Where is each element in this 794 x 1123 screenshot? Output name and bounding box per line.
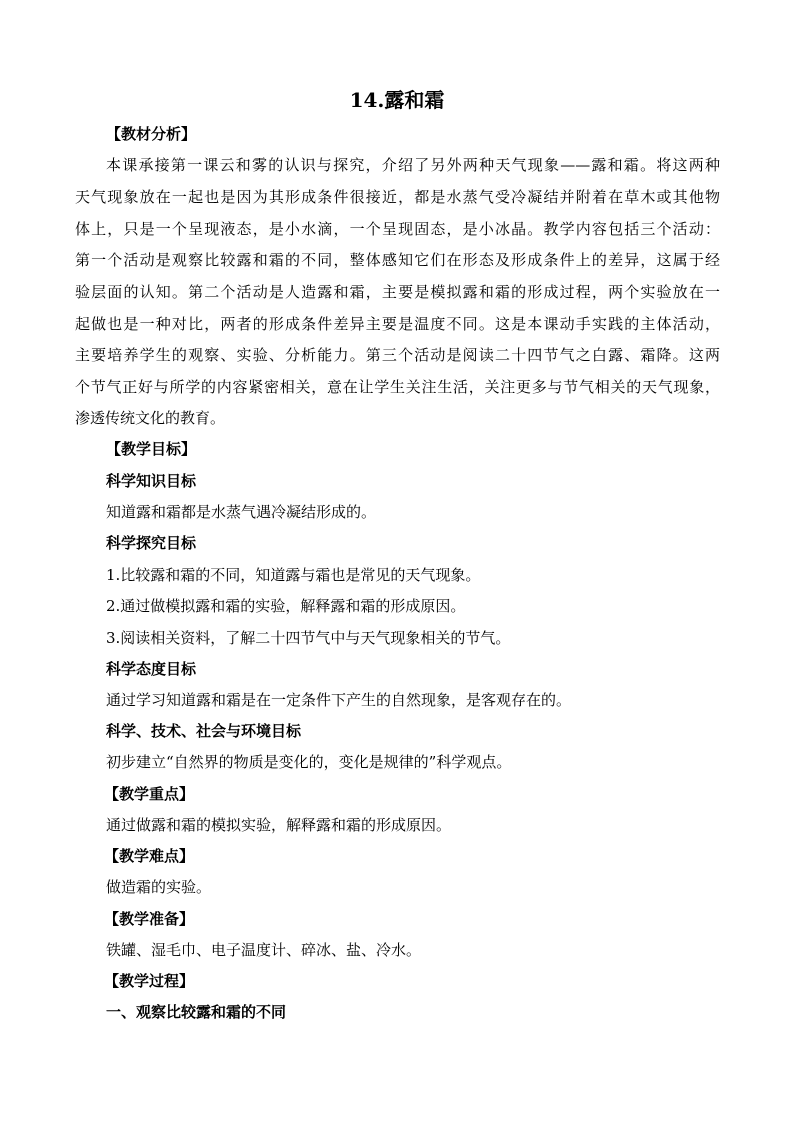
preparation-text: 铁罐、湿毛巾、电子温度计、碎冰、盐、冷水。 — [106, 941, 422, 959]
analysis-line-9: 渗透传统文化的教育。 — [75, 409, 226, 427]
heading-key-points: 【教学重点】 — [104, 785, 195, 803]
inquiry-goal-heading: 科学探究目标 — [106, 534, 197, 552]
attitude-goal-heading: 科学态度目标 — [106, 660, 197, 678]
heading-analysis: 【教材分析】 — [106, 125, 197, 143]
page-title: 14.露和霜 — [349, 88, 445, 112]
analysis-line-1: 本课承接第一课云和雾的认识与探究，介绍了另外两种天气现象——露和霜。将这两种 — [106, 156, 720, 174]
heading-process: 【教学过程】 — [104, 972, 195, 990]
analysis-line-6: 起做也是一种对比，两者的形成条件差异主要是温度不同。这是本课动手实践的主体活动， — [75, 315, 720, 333]
analysis-line-4: 第一个活动是观察比较露和霜的不同，整体感知它们在形态及形成条件上的差异，这属于经 — [75, 251, 720, 269]
key-points-text: 通过做露和霜的模拟实验，解释露和霜的形成原因。 — [106, 816, 452, 834]
knowledge-goal-heading: 科学知识目标 — [106, 472, 197, 490]
heading-preparation: 【教学准备】 — [104, 910, 195, 928]
inquiry-goal-item-2: 2.通过做模拟露和霜的实验，解释露和霜的形成原因。 — [106, 597, 466, 615]
difficulties-text: 做造霜的实验。 — [106, 878, 212, 896]
analysis-line-7: 主要培养学生的观察、实验、分析能力。第三个活动是阅读二十四节气之白露、霜降。这两 — [75, 346, 720, 364]
analysis-line-8: 个节气正好与所学的内容紧密相关，意在让学生关注生活，关注更多与节气相关的天气现象， — [75, 378, 720, 396]
sts-goal-heading: 科学、技术、社会与环境目标 — [106, 722, 302, 740]
analysis-line-2: 天气现象放在一起也是因为其形成条件很接近，都是水蒸气受冷凝结并附着在草木或其他物 — [75, 188, 720, 206]
knowledge-goal-text: 知道露和霜都是水蒸气遇冷凝结形成的。 — [106, 503, 377, 521]
heading-difficulties: 【教学难点】 — [104, 847, 195, 865]
process-step-1: 一、观察比较露和霜的不同 — [106, 1003, 287, 1021]
attitude-goal-text: 通过学习知道露和霜是在一定条件下产生的自然现象，是客观存在的。 — [106, 691, 572, 709]
heading-goals: 【教学目标】 — [106, 440, 197, 458]
analysis-line-3: 体上，只是一个呈现液态，是小水滴，一个呈现固态，是小冰晶。教学内容包括三个活动： — [75, 220, 720, 238]
inquiry-goal-item-3: 3.阅读相关资料，了解二十四节气中与天气现象相关的节气。 — [106, 629, 511, 647]
analysis-line-5: 验层面的认知。第二个活动是人造露和霜，主要是模拟露和霜的形成过程，两个实验放在一 — [75, 283, 720, 301]
sts-goal-text: 初步建立“自然界的物质是变化的，变化是规律的”科学观点。 — [106, 753, 512, 771]
inquiry-goal-item-1: 1.比较露和霜的不同，知道露与霜也是常见的天气现象。 — [106, 566, 481, 584]
